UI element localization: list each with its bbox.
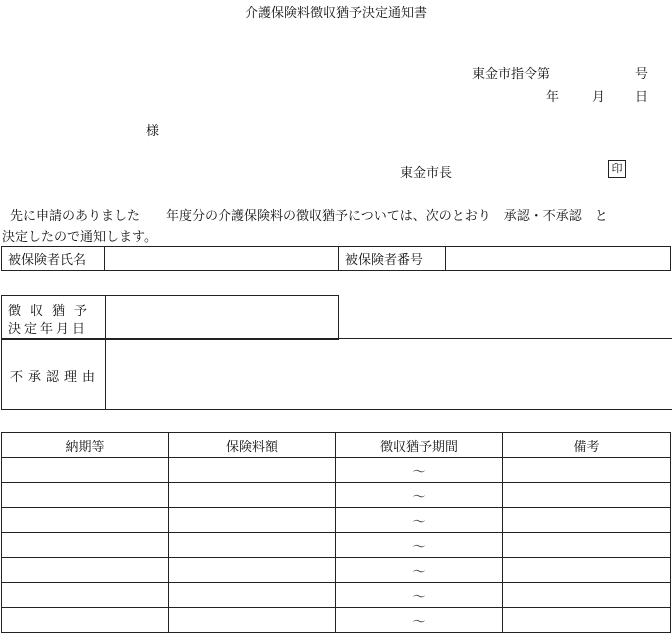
document-number-prefix: 東金市指令第 [472, 67, 551, 82]
decision-date-label-line2: 決定年月日 [8, 322, 89, 337]
seal-stamp: 印 [608, 160, 626, 178]
decision-date-label [2, 296, 106, 339]
rejection-reason-label-cell [2, 339, 106, 409]
due-date-cell[interactable] [2, 558, 169, 583]
table-header-row [2, 433, 671, 458]
due-date-cell[interactable] [2, 533, 169, 558]
table-row [2, 558, 671, 583]
issuer-name: 東金市長 [400, 166, 453, 181]
deferral-period-cell[interactable]: ～ [336, 583, 503, 608]
rejection-reason-field[interactable] [106, 339, 672, 409]
header-premium-amount: 保険料額 [169, 433, 336, 458]
premium-amount-cell[interactable] [169, 458, 336, 483]
deferral-period-cell[interactable]: ～ [336, 608, 503, 633]
table-row [2, 483, 671, 508]
document-number-suffix: 号 [635, 67, 649, 82]
table-row [2, 458, 671, 483]
deferral-period-cell[interactable]: ～ [336, 558, 503, 583]
due-date-cell[interactable] [2, 583, 169, 608]
table-row [2, 533, 671, 558]
rejection-reason-label: 不承認理由 [10, 370, 101, 385]
remarks-cell[interactable] [503, 483, 671, 508]
deferral-period-table [1, 432, 671, 633]
table-row [2, 608, 671, 633]
decision-date-field[interactable] [106, 296, 338, 339]
header-due-date: 納期等 [2, 433, 169, 458]
premium-amount-cell[interactable] [169, 608, 336, 633]
decision-date-box [1, 295, 339, 340]
premium-amount-cell[interactable] [169, 508, 336, 533]
table-row [2, 508, 671, 533]
insured-number-field[interactable] [446, 247, 671, 271]
table-row [2, 583, 671, 608]
remarks-cell[interactable] [503, 558, 671, 583]
remarks-cell[interactable] [503, 608, 671, 633]
document-number [472, 63, 652, 82]
due-date-cell[interactable] [2, 458, 169, 483]
premium-amount-cell[interactable] [169, 583, 336, 608]
remarks-cell[interactable] [503, 583, 671, 608]
insured-name-label: 被保険者氏名 [2, 247, 105, 271]
date-year: 年 [546, 90, 560, 105]
due-date-cell[interactable] [2, 483, 169, 508]
deferral-period-cell[interactable]: ～ [336, 508, 503, 533]
premium-amount-cell[interactable] [169, 533, 336, 558]
insured-info-table [1, 246, 671, 271]
header-deferral-period: 徴収猶予期間 [336, 433, 503, 458]
deferral-period-cell[interactable]: ～ [336, 458, 503, 483]
body-text-line2: 決定したので通知します。 [2, 230, 157, 245]
header-remarks: 備考 [503, 433, 671, 458]
document-title: 介護保険料徴収猶予決定通知書 [244, 6, 427, 21]
body-text-line1: 先に申請のありました 年度分の介護保険料の徴収猶予については、次のとおり 承認・不承認 と [10, 209, 608, 224]
remarks-cell[interactable] [503, 533, 671, 558]
decision-date-label-line1: 徴収猶予 [8, 304, 97, 319]
date-day: 日 [635, 90, 649, 105]
remarks-cell[interactable] [503, 508, 671, 533]
due-date-cell[interactable] [2, 508, 169, 533]
remarks-cell[interactable] [503, 458, 671, 483]
insured-name-field[interactable] [105, 247, 339, 271]
deferral-period-cell[interactable]: ～ [336, 533, 503, 558]
due-date-cell[interactable] [2, 608, 169, 633]
premium-amount-cell[interactable] [169, 558, 336, 583]
date-month: 月 [592, 90, 606, 105]
rejection-reason-box [1, 338, 672, 410]
deferral-period-cell[interactable]: ～ [336, 483, 503, 508]
premium-amount-cell[interactable] [169, 483, 336, 508]
insured-number-label: 被保険者番号 [339, 247, 446, 271]
addressee-honorific: 様 [146, 124, 160, 139]
